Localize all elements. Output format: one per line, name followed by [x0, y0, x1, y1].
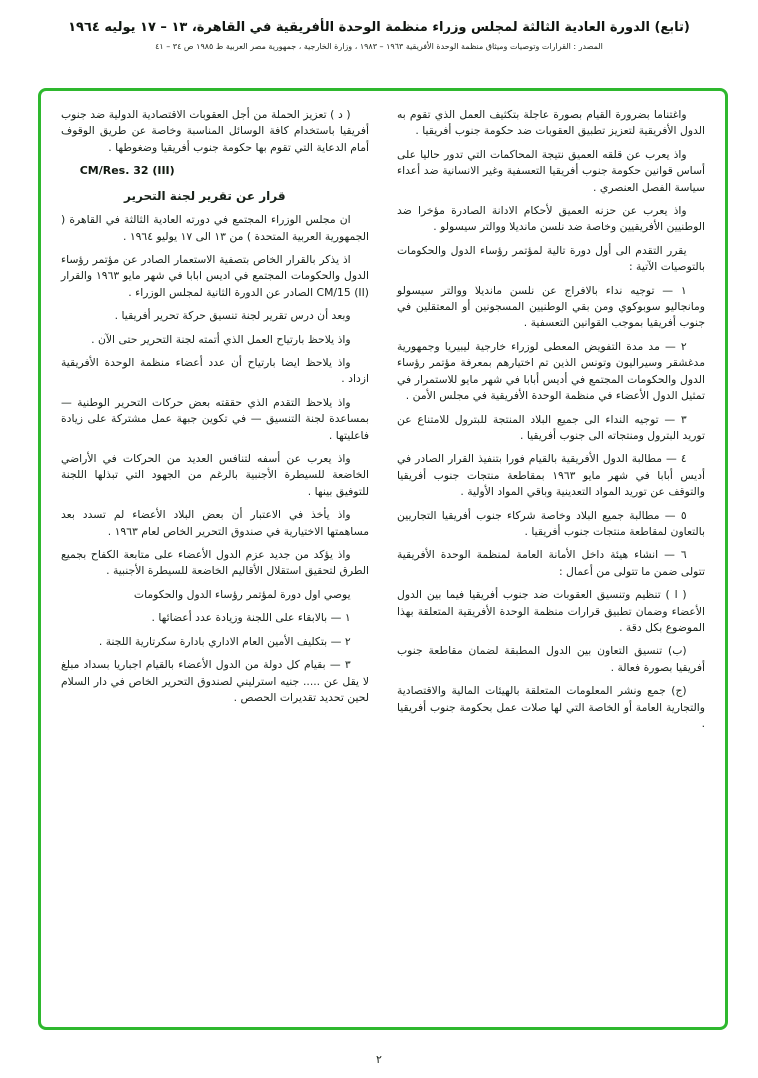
- paragraph: اذ يذكر بالقرار الخاص بتصفية الاستعمار الصادر عن مؤتمر رؤساء الدول والحكومات المجتمع في اديس ابابا في شهر مايو ١٩٦٣ والقرار CM/15 (II) الصادر عن الدورة الثانية لمجلس الوزراء .: [61, 252, 369, 299]
- page-header: [0, 0, 758, 51]
- header-title: (تابع) الدورة العادية الثالثة لمجلس وزراء منظمة الوحدة الأفريقية في القاهرة، ١٣ – ١٧ يوليه ١٩٦٤: [68, 20, 690, 35]
- paragraph: واغتناما بضرورة القيام بصورة عاجلة بتكثيف العمل الذي تقوم به الدول الأفريقية لتعزيز تطبيق العقوبات ضد حكومة جنوب أفريقيا .: [397, 108, 705, 138]
- paragraph: واذ يعرب عن قلقه العميق نتيجة المحاكمات التي تدور حاليا على أساس قوانين حكومة جنوب أفريقيا التعسفية وغير الانسانية ضد أعداء سياسة الفصل العنصري .: [397, 147, 705, 194]
- list-item: ( ا ) تنظيم وتنسيق العقوبات ضد جنوب أفريقيا فيما بين الدول الأعضاء وضمان تطبيق قرارات منظمة الوحدة الأفريقية المتعلقة بهذا الموضوع بكل دقة .: [397, 588, 705, 634]
- list-item: ٣ — بقيام كل دولة من الدول الأعضاء بالقيام اجباريا بسداد مبلغ لا يقل عن ..... جنيه استرليني لصندوق التحرير الخاص في دار السلام لحين تحديد تقديرات الحصص .: [61, 658, 369, 704]
- list-item: ٢ — بتكليف الأمين العام الاداري بادارة سكرتارية اللجنة .: [98, 634, 351, 648]
- paragraph: ان مجلس الوزراء المجتمع في دورته العادية الثالثة في القاهرة ( الجمهورية العربية المتحدة ) من ١٣ الى ١٧ يوليو ١٩٦٤ .: [61, 213, 369, 243]
- header-source: المصدر : القرارات وتوصيات وميثاق منظمة الوحدة الأفريقية ١٩٦٣ – ١٩٨٣ ، وزارة الخارجية ، جمهورية مصر العربية ط ١٩٨٥ ص ٣٤ – ٤١: [155, 42, 603, 51]
- paragraph: واذ يأخذ في الاعتبار أن بعض البلاد الأعضاء لم تسدد بعد مساهمتها الاختيارية في صندوق التحرير الخاص لعام ١٩٦٣ .: [61, 508, 369, 538]
- paragraph: يقرر التقدم الى أول دورة تالية لمؤتمر رؤساء الدول والحكومات بالتوصيات الآتية :: [397, 243, 705, 274]
- list-item: (ب) تنسيق التعاون بين الدول المطبقة لضمان مقاطعة جنوب أفريقيا بصورة فعالة .: [397, 644, 705, 674]
- paragraph: واذ يعرب عن أسفه لتنافس العديد من الحركات في الأراضي الخاضعة للسيطرة الأجنبية بالرغم من الجهود التي تبذلها اللجنة للتوفيق بينها .: [61, 452, 369, 498]
- green-border-frame: [38, 88, 728, 1030]
- list-item: (ج) جمع ونشر المعلومات المتعلقة بالهيئات المالية والاقتصادية والتجارية العامة أو الخاصة التي لها صلات عمل بحكومة جنوب أفريقيا .: [397, 684, 705, 730]
- right-column: [397, 107, 705, 1015]
- list-item: ٢ — مد مدة التفويض المعطى لوزراء خارجية ليبيريا وجمهورية مدغشقر وسيراليون وتونس الذين تم اختيارهم بمعرفة مؤتمر رؤساء الدول والحكومات المجتمع في أديس أبابا في شهر مايو للاستمرار في تمثيل الدول الأعضاء في منظمة الوحدة الأفريقية في مجلس الأمن .: [397, 339, 705, 403]
- paragraph: يوصي اول دورة لمؤتمر رؤساء الدول والحكومات: [133, 587, 351, 601]
- paragraph: واذ يعرب عن حزنه العميق لأحكام الادانة الصادرة مؤخرا ضد الوطنيين الأفريقيين وخاصة ضد نلسن مانديلا ووالتر سيسولو .: [397, 204, 705, 234]
- resolution-title: قرار عن تقرير لجنة التحرير: [124, 188, 286, 203]
- list-item: ٥ — مطالبة جميع البلاد وخاصة شركاء جنوب أفريقيا التجاريين بالتعاون لمقاطعة منتجات جنوب أفريقيا .: [397, 508, 705, 538]
- paragraph: وبعد أن درس تقرير لجنة تنسيق حركة تحرير أفريقيا .: [114, 309, 351, 323]
- paragraph: واذ يؤكد من جديد عزم الدول الأعضاء على متابعة الكفاح بجميع الطرق لتحقيق استقلال الأقاليم الخاضعة للسيطرة الأجنبية .: [61, 548, 369, 578]
- paragraph: ( د ) تعزيز الحملة من أجل العقوبات الاقتصادية الدولية ضد جنوب أفريقيا باستخدام كافة الوسائل المناسبة وخاصة عن طريق الوقوف أمام الدعاية التي تقوم بها حكومة جنوب أفريقيا وضغوطها .: [61, 108, 369, 154]
- paragraph: واذ يلاحظ بارتياح العمل الذي أتمته لجنة التحرير حتى الآن .: [91, 332, 351, 346]
- resolution-code: CM/Res. 32 (III): [79, 164, 175, 178]
- paragraph: واذ يلاحظ التقدم الذي حققته بعض حركات التحرير الوطنية — بمساعدة لجنة التنسيق — في تكوين جبهة عمل مشتركة على زيادة فاعليتها .: [61, 395, 369, 442]
- list-item: ٤ — مطالبة الدول الأفريقية بالقيام فورا بتنفيذ القرار الصادر في أديس أبابا في شهر مايو ١٩٦٣ بمقاطعة منتجات جنوب أفريقيا والتوقف عن توريد المواد التعدينية وباقي المواد الأولية .: [397, 452, 705, 499]
- list-item: ٦ — انشاء هيئة داخل الأمانة العامة لمنظمة الوحدة الأفريقية تتولى ضمن ما تتولى من أعمال :: [397, 548, 705, 578]
- paragraph: واذ يلاحظ ايضا بارتياح أن عدد أعضاء منظمة الوحدة الأفريقية ازداد .: [61, 356, 369, 386]
- left-column: [61, 107, 369, 1015]
- list-item: ١ — توجيه نداء بالافراج عن نلسن مانديلا ووالتر سيسولو ومانجاليو سوبوكوي ومن بقي الوطنيين المسجونين أو المعتقلين في جنوب أفريقيا بموجب القوانين التعسفية .: [397, 283, 705, 330]
- list-item: ١ — بالابقاء على اللجنة وزيادة عدد أعضائها .: [151, 611, 351, 625]
- page-number: ٢: [376, 1053, 382, 1066]
- list-item: ٣ — توجيه النداء الى جميع البلاد المنتجة للبترول للامتناع عن توريد البترول ومنتجاته الى جنوب أفريقيا .: [397, 412, 705, 442]
- two-column-body: [61, 107, 705, 1015]
